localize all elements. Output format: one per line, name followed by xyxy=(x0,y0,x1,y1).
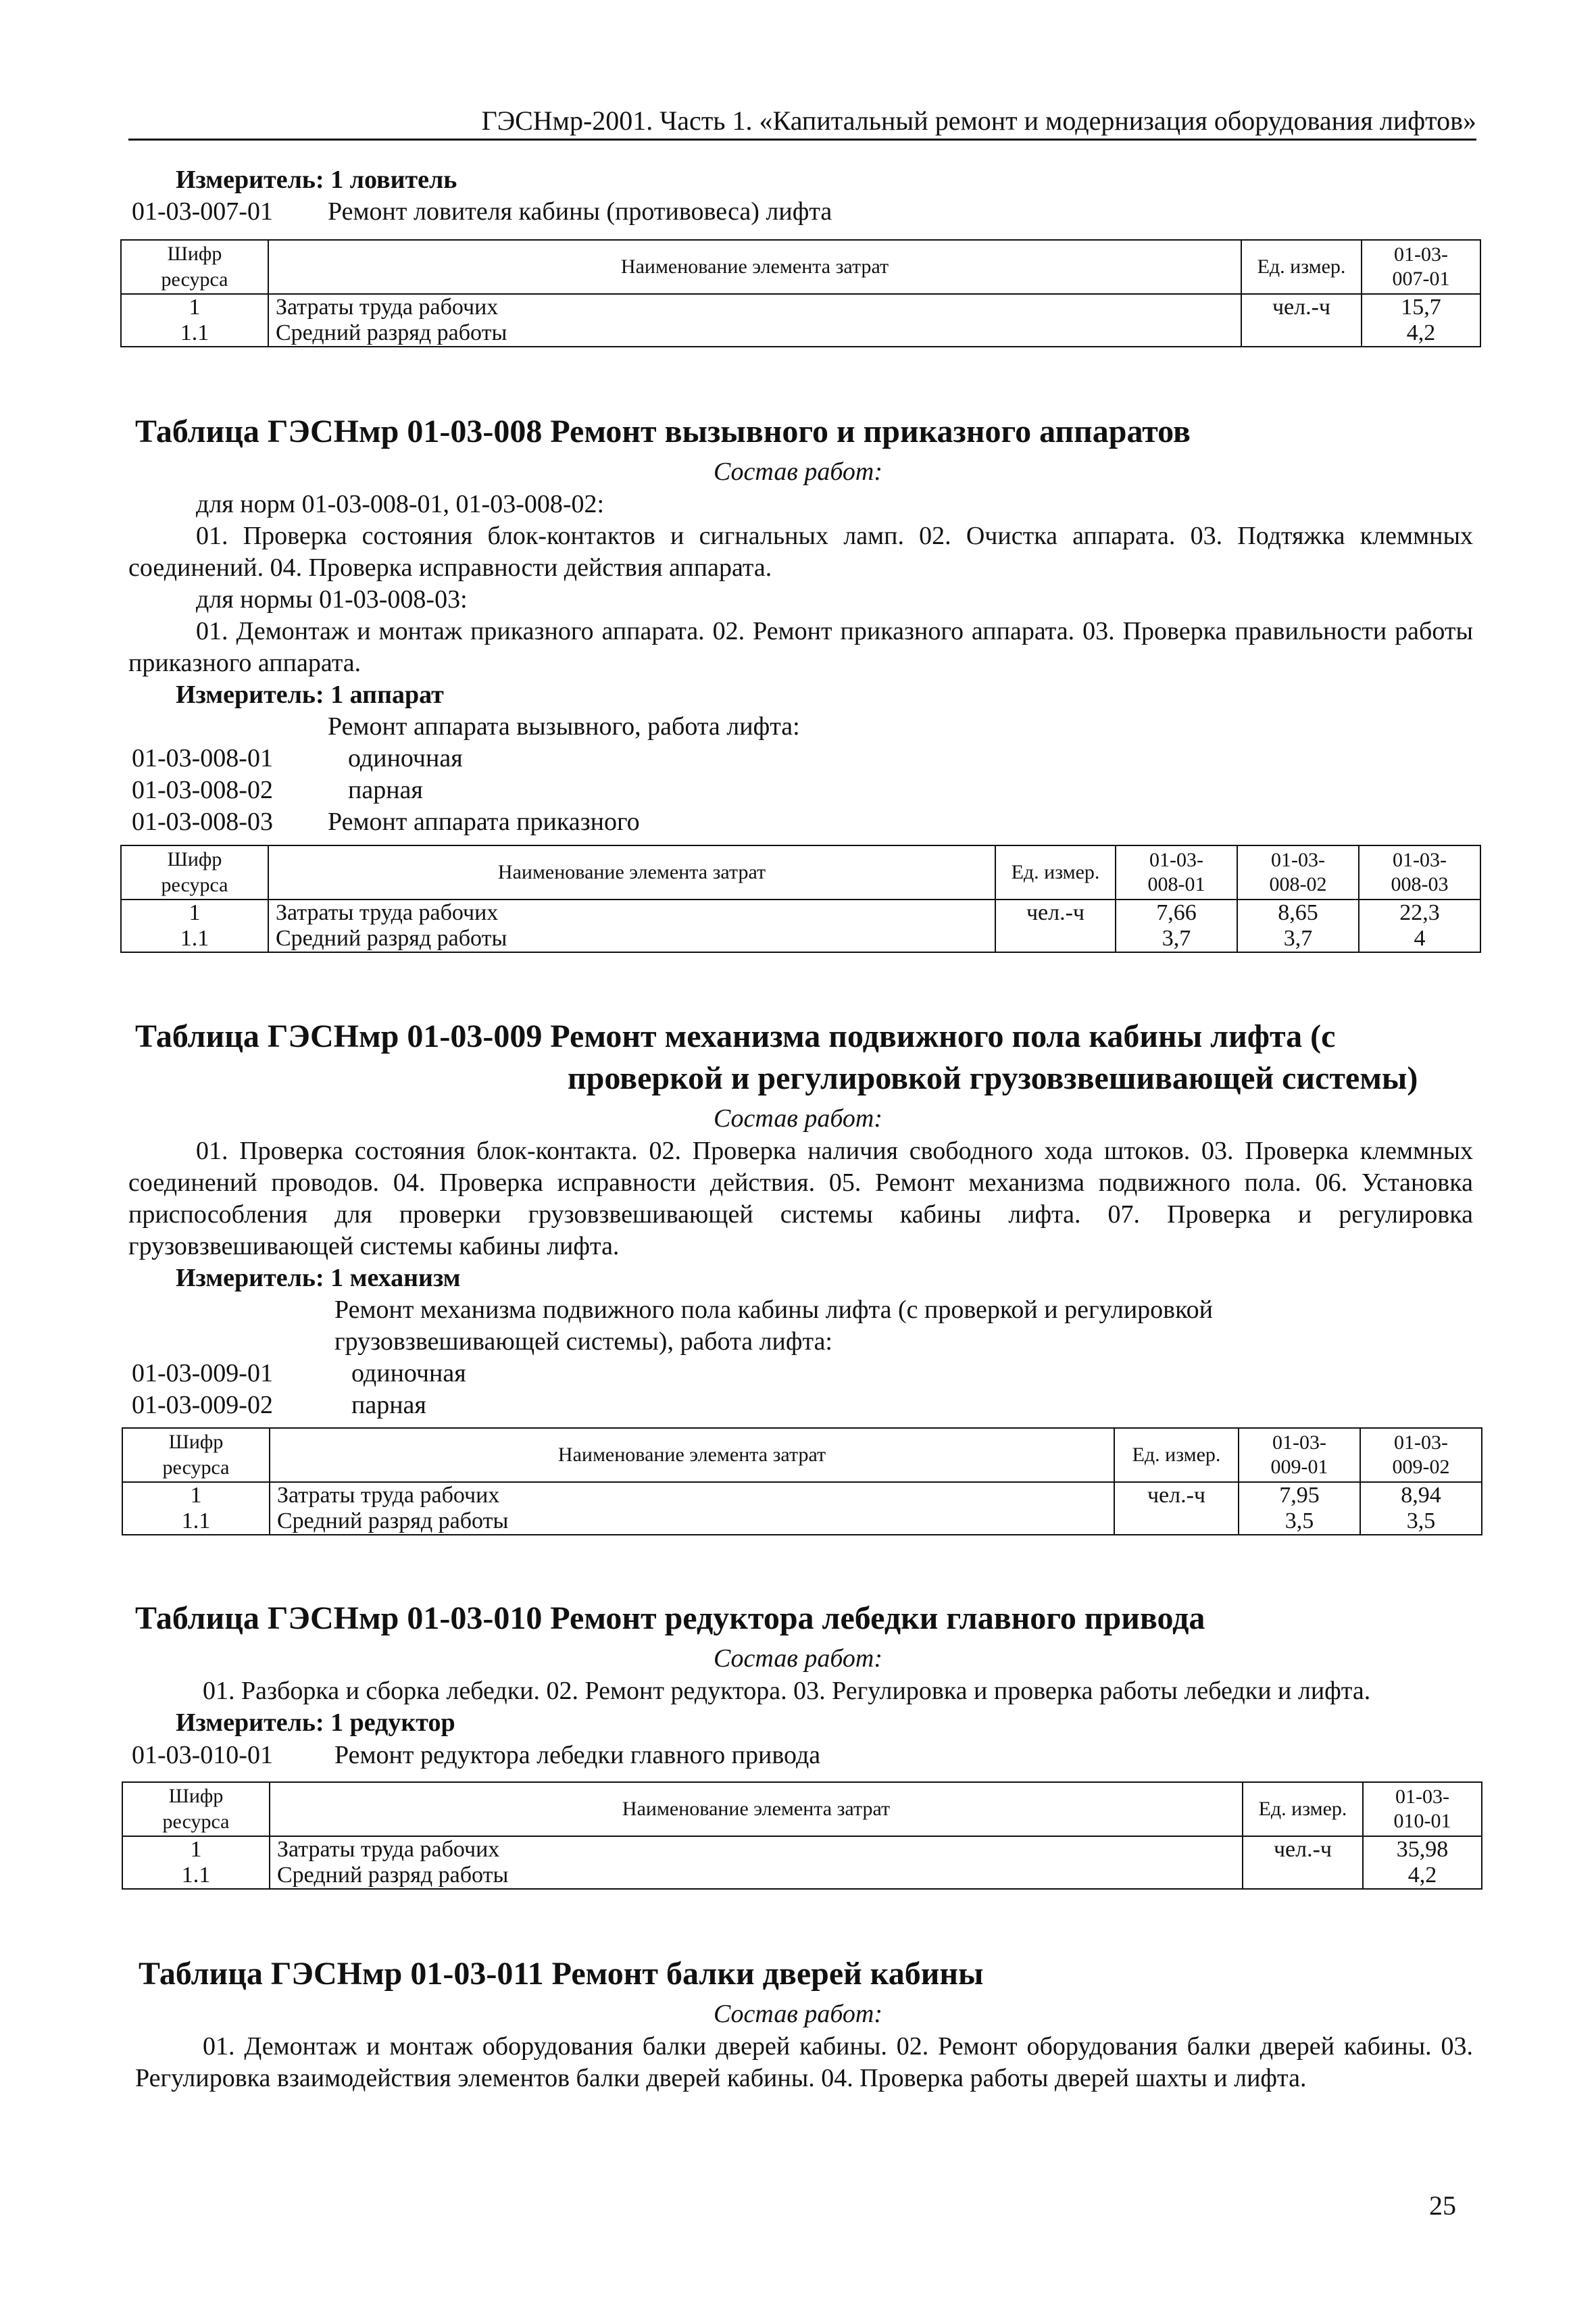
row-unit xyxy=(1114,1508,1239,1535)
table-title-009-line-1: Таблица ГЭСНмр 01-03-009 Ремонт механизма подвижного пола кабины лифта (с xyxy=(135,1018,1336,1054)
norms-list-008-a: для норм 01-03-008-01, 01-03-008-02: xyxy=(196,490,605,518)
col-header-code: Шифр ресурса xyxy=(122,1428,270,1482)
norm-name: одиночная xyxy=(351,1359,466,1387)
composition-text-008-b: 01. Демонтаж и монтаж приказного аппарата. 02. Ремонт приказного аппарата. 03. Проверка правильности работы приказного аппарата. xyxy=(128,617,1473,677)
col-header-norm: 01-03- 009-01 xyxy=(1239,1428,1360,1482)
composition-text-009: 01. Проверка состояния блок-контакта. 02. Проверка наличия свободного хода штоков. 03. Проверка клеммных соединений проводов. 04. Проверка исправности действия. 05. Ремонт механизма подвижного пола. 06. Установка приспособления для проверки грузовзвешивающей системы кабины лифта. 07. Проверка и регулировка грузовзвешивающей системы кабины лифта. xyxy=(128,1137,1473,1260)
table-title-011: Таблица ГЭСНмр 01-03-011 Ремонт балки дверей кабины xyxy=(139,1956,984,1992)
norm-name-010-01: Ремонт редуктора лебедки главного привода xyxy=(334,1741,821,1769)
norm-group-009-line-1: Ремонт механизма подвижного пола кабины лифта (с проверкой и регулировкой xyxy=(334,1296,1213,1324)
norms-list-008-b: для нормы 01-03-008-03: xyxy=(196,585,468,614)
col-header-name: Наименование элемента затрат xyxy=(270,1782,1243,1836)
composition-text-011: 01. Демонтаж и монтаж оборудования балки дверей кабины. 02. Ремонт оборудования балки дверей кабины. 03. Регулировка взаимодействия элементов балки дверей кабины. 04. Проверка работы дверей шахты и лифта. xyxy=(135,2032,1473,2092)
norm-name: одиночная xyxy=(348,744,463,772)
resource-table-010 xyxy=(122,1781,1482,1890)
norm-code: 01-03-009-02 xyxy=(132,1391,273,1419)
row-value: 3,5 xyxy=(1239,1508,1360,1535)
col-header-norm: 01-03- 009-02 xyxy=(1360,1428,1482,1482)
row-value: 7,95 xyxy=(1239,1482,1360,1508)
norm-name: Ремонт аппарата приказного xyxy=(328,808,640,836)
row-unit xyxy=(995,926,1116,952)
composition-text-010: 01. Разборка и сборка лебедки. 02. Ремонт редуктора. 03. Регулировка и проверка работы лебедки и лифта. xyxy=(203,1677,1371,1705)
table-row xyxy=(122,1508,1482,1535)
table-title-008: Таблица ГЭСНмр 01-03-008 Ремонт вызывного и приказного аппаратов xyxy=(135,414,1191,449)
row-unit xyxy=(1241,320,1362,347)
resource-table-008 xyxy=(120,845,1481,953)
composition-text-008-a: 01. Проверка состояния блок-контактов и сигнальных ламп. 02. Очистка аппарата. 03. Подтяжка клеммных соединений. 04. Проверка исправности действия аппарата. xyxy=(128,522,1473,582)
table-row xyxy=(121,320,1480,347)
norm-group-008: Ремонт аппарата вызывного, работа лифта: xyxy=(328,712,800,741)
row-value: 3,7 xyxy=(1237,926,1359,952)
row-value: 4,2 xyxy=(1362,320,1480,347)
row-value: 3,5 xyxy=(1360,1508,1482,1535)
norm-group-009-line-2: грузовзвешивающей системы), работа лифта: xyxy=(334,1327,832,1356)
resource-table-007 xyxy=(120,239,1481,347)
row-code: 1.1 xyxy=(121,926,268,952)
composition-label-009: Состав работ: xyxy=(713,1104,883,1133)
composition-label-011: Состав работ: xyxy=(713,2000,883,2028)
row-value: 4 xyxy=(1359,926,1480,952)
norm-code: 01-03-008-02 xyxy=(132,776,273,804)
table-row xyxy=(121,294,1480,320)
row-unit xyxy=(1243,1863,1363,1889)
row-value: 22,3 xyxy=(1359,900,1480,926)
row-value: 3,7 xyxy=(1116,926,1237,952)
table-row xyxy=(122,1863,1482,1889)
measure-008: Измеритель: 1 аппарат xyxy=(176,681,444,709)
row-value: 7,66 xyxy=(1116,900,1237,926)
table-row xyxy=(121,926,1480,952)
row-name: Средний разряд работы xyxy=(268,320,1241,347)
row-unit: чел.-ч xyxy=(1243,1836,1363,1863)
table-title-009-line-2: проверкой и регулировкой грузовзвешивающей системы) xyxy=(568,1060,1418,1096)
norm-code-010-01: 01-03-010-01 xyxy=(132,1741,273,1769)
header-rule xyxy=(128,139,1476,141)
row-unit: чел.-ч xyxy=(995,900,1116,926)
norm-code: 01-03-008-03 xyxy=(132,808,273,836)
measure-007: Измеритель: 1 ловитель xyxy=(176,166,457,194)
norm-name: парная xyxy=(351,1391,426,1419)
norm-code: 01-03-008-01 xyxy=(132,744,273,772)
col-header-code: Шифр ресурса xyxy=(122,1782,270,1836)
measure-009: Измеритель: 1 механизм xyxy=(176,1264,461,1292)
col-header-unit: Ед. измер. xyxy=(1114,1428,1239,1482)
row-value: 15,7 xyxy=(1362,294,1480,320)
norm-code-007-01: 01-03-007-01 xyxy=(132,197,273,226)
row-code: 1 xyxy=(122,1836,270,1863)
row-value: 35,98 xyxy=(1363,1836,1482,1863)
row-name: Затраты труда рабочих xyxy=(270,1836,1243,1863)
col-header-code: Шифр ресурса xyxy=(121,240,268,294)
norm-code: 01-03-009-01 xyxy=(132,1359,273,1387)
composition-label-010: Состав работ: xyxy=(713,1644,883,1673)
col-header-norm: 01-03- 008-01 xyxy=(1116,845,1237,900)
page-number: 25 xyxy=(1429,2190,1456,2221)
row-code: 1 xyxy=(121,900,268,926)
col-header-code: Шифр ресурса xyxy=(121,845,268,900)
row-code: 1.1 xyxy=(122,1508,270,1535)
col-header-name: Наименование элемента затрат xyxy=(268,240,1241,294)
composition-label-008: Состав работ: xyxy=(713,458,883,486)
row-name: Затраты труда рабочих xyxy=(268,900,995,926)
row-name: Средний разряд работы xyxy=(270,1508,1114,1535)
row-code: 1 xyxy=(121,294,268,320)
row-value: 4,2 xyxy=(1363,1863,1482,1889)
norm-name: парная xyxy=(348,776,423,804)
row-value: 8,94 xyxy=(1360,1482,1482,1508)
row-code: 1.1 xyxy=(121,320,268,347)
row-unit: чел.-ч xyxy=(1241,294,1362,320)
row-code: 1.1 xyxy=(122,1863,270,1889)
col-header-norm: 01-03- 008-02 xyxy=(1237,845,1359,900)
table-title-010: Таблица ГЭСНмр 01-03-010 Ремонт редуктора лебедки главного привода xyxy=(135,1600,1205,1636)
col-header-unit: Ед. измер. xyxy=(1243,1782,1363,1836)
table-row xyxy=(121,900,1480,926)
row-value: 8,65 xyxy=(1237,900,1359,926)
row-unit: чел.-ч xyxy=(1114,1482,1239,1508)
table-row xyxy=(122,1836,1482,1863)
row-name: Затраты труда рабочих xyxy=(268,294,1241,320)
col-header-norm: 01-03- 007-01 xyxy=(1362,240,1480,294)
col-header-norm: 01-03- 008-03 xyxy=(1359,845,1480,900)
row-name: Средний разряд работы xyxy=(270,1863,1243,1889)
col-header-name: Наименование элемента затрат xyxy=(270,1428,1114,1482)
measure-010: Измеритель: 1 редуктор xyxy=(176,1708,455,1737)
table-row xyxy=(122,1482,1482,1508)
col-header-norm: 01-03- 010-01 xyxy=(1363,1782,1482,1836)
col-header-name: Наименование элемента затрат xyxy=(268,845,995,900)
row-name: Средний разряд работы xyxy=(268,926,995,952)
row-name: Затраты труда рабочих xyxy=(270,1482,1114,1508)
col-header-unit: Ед. измер. xyxy=(1241,240,1362,294)
resource-table-009 xyxy=(122,1427,1482,1535)
norm-name-007-01: Ремонт ловителя кабины (противовеса) лифта xyxy=(328,197,832,226)
col-header-unit: Ед. измер. xyxy=(995,845,1116,900)
row-code: 1 xyxy=(122,1482,270,1508)
running-header: ГЭСНмр-2001. Часть 1. «Капитальный ремонт и модернизация оборудования лифтов» xyxy=(481,105,1476,136)
